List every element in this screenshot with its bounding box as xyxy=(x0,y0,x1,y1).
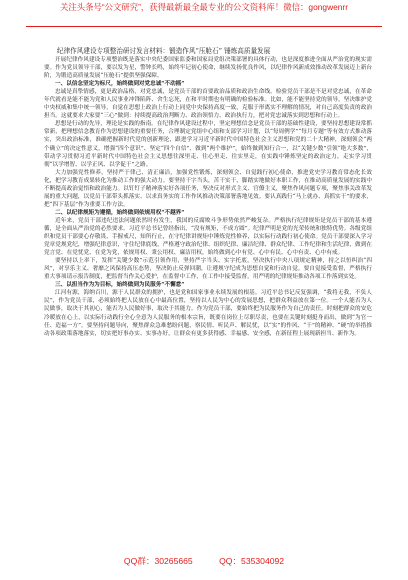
promo-text: 关注头条号“公文研究”，获得最新最全最专业的公文资料库！微信：gongwenrr xyxy=(59,2,349,12)
section-1-paragraph-2: 思想是行动的先导，理论是实践的指南。在纪律作风建设过程中，坚定理想信念是党员干部的基础性建设，要坚持思想建设常抓常新，把理想信念教育作为思想建设的重要任务，合理制定党组中心组和支部学习计划，以“每周例学”“每月专题”等有效方式推动落实，突出政治标准，准确把握新时代党的创新理论，跟进学习习近平新时代中国特色社会主义思想和党的二十大精神，深刻领会“两个确立”的决定性意义，增强“四个意识”、坚定“四个自信”、做到“两个维护”，始终做到知行合一，以“关键少数”引领“绝大多数”，带动学习贯彻习近平新时代中国特色社会主义思想往深里走、往心里走、往实里走，在实践中锤炼坚定的政治定力，走实学习贯彻“以学增智、以学正风、以学促干”之路。 xyxy=(44,121,372,168)
section-heading-2: 二、以纪律规矩为遵循，始终做到依规用权“不越界” xyxy=(55,209,185,216)
section-1-paragraph-3: 大力加强党性修养，坚持严于律己、清正廉洁，加强党性锻炼，深刻领会、自觉践行初心使命，推进党史学习教育常态化长效化，把学习教育成果转化为推动工作的强大动力。要坚持干字当头，苦干实干，脚踏实地做好本职工作，在推动高质量发展的实践中不断提高政治觉悟和政治能力。以钉钉子精神落实好各项任务，坚决反对形式主义、官僚主义，聚焦作风问题专项，聚焦事关改革发展的重大问题，以党员干部带头抓落实、以求真务实的工作作风推动决策部署落地见效。要认真践行“马上就办、真抓实干”的要求，把“四下基层”作为重要工作方法。 xyxy=(44,169,372,208)
intro-paragraph: 开展纪律作风建设专项整治既是落实中央纪委国家监委和国家局党组决策部署的具体行动，也是深度推进全面从严治党的现实需要。作为党员领导干部，要以发为星，警钟长鸣，始终牢记初心使命，继续发扬优良作风，以纪律作风新成效推动改革发展迈上新台阶，为锻造高质量发展“压舱石”提供坚强保障。 xyxy=(44,57,372,80)
section-heading-1: 一、以信念坚定为标尺，始终做到对党忠诚“不动摇” xyxy=(55,81,185,88)
section-3-paragraph-1: 江河有源，海纳百川，源于人民群众的拥护，也是党和国家事业永续发展的根基。习近平总书记反复强调，“我将无我，不负人民”，作为党员干部，必须始终把人民放在心中最高位置，坚持以人民为中心的发展思想，把群众利益放在第一位。一个人能否为人民做事，取决于其初心，能否为人民做好事，取决于其能力。作为党员干部，要始终把为民服务作为自己的责任，时刻把群众的安危冷暖放在心上，以实际行动践行全心全意为人民服务的根本宗旨，既要在岗位上尽职尽责，也要在关键时刻挺身而出，做到“为官一任、造福一方”。要坚持问题导向，聚焦群众急难愁盼问题，察民情、听民声、解民忧，以“实”的作风、“干”的精神、“硬”的举措推动各项政策落地落实，切实把好事办实、实事办好，让群众有更多获得感、幸福感、安全感，在新征程上展现新担当、新作为。 xyxy=(44,290,372,337)
document-body xyxy=(44,47,372,338)
banner-divider xyxy=(26,26,382,27)
section-2-paragraph-1: 近年来，党员干部违纪违法问题依然时有发生，我国的反腐败斗争形势依然严峻复杂。严格执行纪律规矩是党员干部的基本遵循，是全面从严治党的必然要求。习近平总书记曾经指出，“没有规矩，不成方圆”。纪律严明是党的光荣传统和独特优势。各级党组织和党员干部要心存敬畏、手握戒尺，知所行止，在守纪律讲规矩中锤炼党性修养，以实际行动践行初心使命。党员干部要深入学习党章党规党纪，增强纪律意识，守住纪律底线，严格遵守政治纪律、组织纪律、廉洁纪律、群众纪律、工作纪律和生活纪律，做到在党言党、在党忧党、在党为党，依规用权、秉公用权、廉洁用权，始终做到心中有党、心中有民、心中有责、心中有戒。 xyxy=(44,217,372,257)
document-title: 纪律作风建设专项整治研讨发言材料：锻造作风“压舱石” 锤炼高质量发展 xyxy=(57,47,271,55)
section-2-paragraph-2: 要坚持以上率下，发挥“关键少数”示范引领作用，坚持严字当头、实字托底，坚决执行中央八项规定精神，持之以恒纠治“四风”，对享乐主义、奢靡之风保持高压态势，坚决防止反弹回潮，让遵规守纪成为思想自觉和行动自觉。要自觉接受监督，严格执行重大事项请示报告制度，把监督当作关心爱护，在监督中工作，在工作中接受监督，用严明的纪律规矩推动各项工作落到实处。 xyxy=(44,258,372,281)
section-heading-3: 三、以担当作为为目标，始终做到为民服务“不懈怠” xyxy=(55,282,185,289)
qq-number: QQ：535304092 xyxy=(219,556,285,566)
qq-group-number: QQ群：30265665 xyxy=(123,556,193,566)
section-1-paragraph-1: 忠诚是真挚情感，更是政治品格，对党忠诚，是党员干部的首要政治品质和政治生命线。检验党员干部是不是对党忠诚，在革命年代就看是能不能为党和人民事业冲锋陷阵、舍生忘死，在和平时期也有明确的检验标准。比如，能不能坚持党的领导，坚决维护党中央权威和集中统一领导，自觉在思想上政治上行动上同党中央保持高度一致，克服于形离实不理解的情况，对自己高度负责的政治担当。这就要求大家要“三心”做到：持续提高政治判断力、政治领悟力、政治执行力，把对党忠诚落实到思想和行动上。 xyxy=(44,89,372,120)
header-banner xyxy=(0,0,408,46)
footer-contact xyxy=(0,555,408,567)
